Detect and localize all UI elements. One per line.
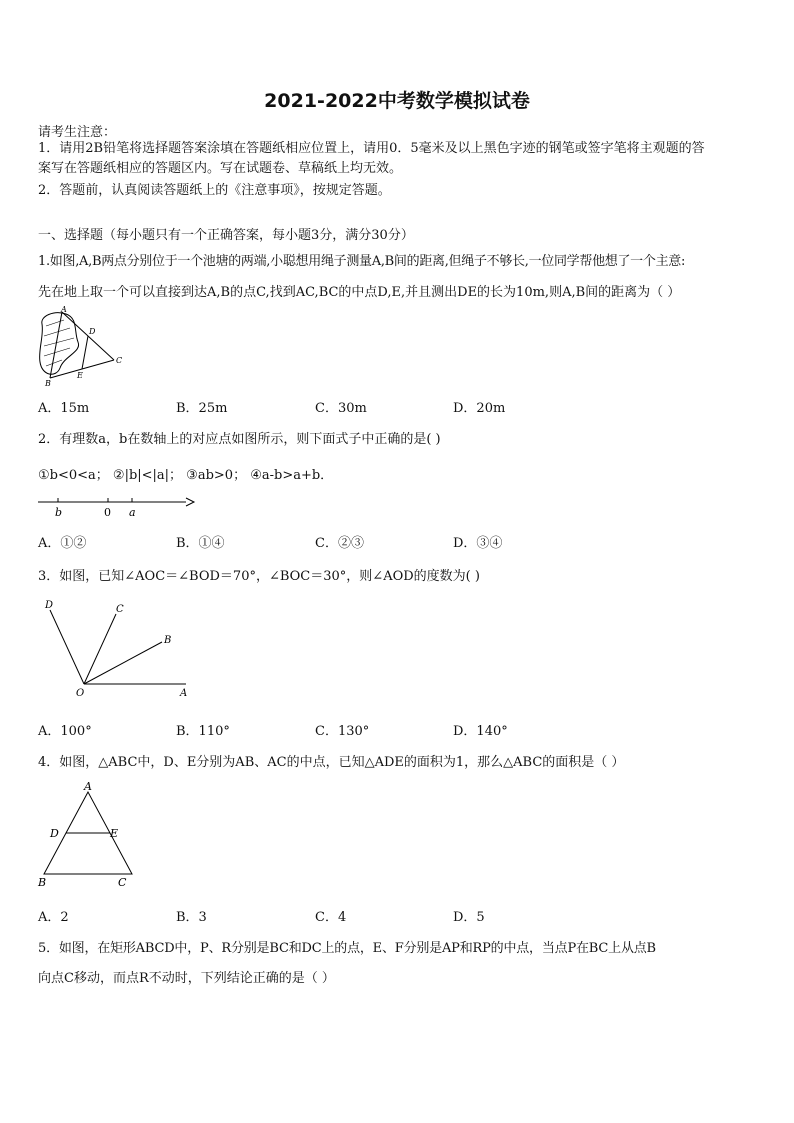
question-1-figure — [34, 306, 134, 388]
figure-label: C — [118, 876, 127, 889]
figure-label: C — [116, 604, 124, 615]
angle-figure — [38, 596, 198, 700]
question-2-line-1: 2．有理数a，b在数轴上的对应点如图所示，则下面式子中正确的是( ) — [38, 432, 441, 447]
question-2-conditions: ①b<0<a； ②|b|<|a|； ③ab>0； ④a-b>a+b． — [38, 468, 334, 483]
notice-item: 1．请用2B铅笔将选择题答案涂填在答题纸相应位置上，请用0．5毫米及以上黑色字迹的钢笔或签字笔将主观题的答 — [38, 141, 705, 156]
option-c[interactable]: C．130° — [315, 724, 370, 739]
figure-label: a — [129, 506, 136, 519]
figure-label: C — [116, 356, 123, 365]
option-c[interactable]: C．30m — [315, 401, 367, 416]
option-a[interactable]: A．①② — [38, 536, 87, 551]
figure-label: O — [76, 688, 85, 699]
figure-label: A — [61, 306, 67, 314]
option-c[interactable]: C．②③ — [315, 536, 364, 551]
notice-heading: 请考生注意： — [38, 125, 117, 140]
question-4-line-1: 4．如图，△ABC中，D、E分别为AB、AC的中点，已知△ADE的面积为1，那么△ABC的面积是（ ） — [38, 755, 625, 770]
notice-item: 案写在答题纸相应的答题区内。写在试题卷、草稿纸上均无效。 — [38, 161, 403, 176]
figure-label: E — [77, 371, 83, 380]
question-1-line-1: 1.如图,A,B两点分别位于一个池塘的两端,小聪想用绳子测量A,B间的距离,但绳子不够长,一位同学帮他想了一个主意: — [38, 254, 686, 269]
option-b[interactable]: B．3 — [176, 910, 207, 925]
figure-label: A — [84, 780, 92, 793]
question-1-line-2: 先在地上取一个可以直接到达A,B的点C,找到AC,BC的中点D,E,并且测出DE的长为10m,则A,B间的距离为（ ） — [38, 285, 681, 300]
option-d[interactable]: D．5 — [453, 910, 485, 925]
figure-label: B — [164, 635, 172, 646]
option-d[interactable]: D．20m — [453, 401, 506, 416]
page-title: 2021-2022中考数学模拟试卷 — [264, 90, 530, 112]
option-b[interactable]: B．25m — [176, 401, 228, 416]
figure-label: B — [38, 876, 47, 889]
option-c[interactable]: C．4 — [315, 910, 347, 925]
figure-label: E — [110, 827, 119, 840]
option-d[interactable]: D．③④ — [453, 536, 503, 551]
number-line-figure — [36, 494, 196, 520]
option-a[interactable]: A．100° — [38, 724, 92, 739]
figure-label: D — [45, 600, 54, 611]
question-3-line-1: 3．如图，已知∠AOC＝∠BOD＝70°，∠BOC＝30°，则∠AOD的度数为( ) — [38, 569, 480, 584]
option-d[interactable]: D．140° — [453, 724, 508, 739]
figure-label: B — [45, 379, 51, 388]
option-b[interactable]: B．①④ — [176, 536, 225, 551]
figure-label: b — [55, 506, 63, 519]
figure-label: 0 — [104, 506, 111, 519]
triangle-figure — [36, 780, 140, 892]
figure-label: A — [180, 688, 188, 699]
section-heading: 一、选择题（每小题只有一个正确答案，每小题3分，满分30分） — [38, 228, 414, 243]
option-a[interactable]: A．2 — [38, 910, 69, 925]
figure-label: D — [89, 327, 96, 336]
question-5-line-2: 向点C移动，而点R不动时，下列结论正确的是（ ） — [38, 971, 335, 986]
notice-item: 2．答题前，认真阅读答题纸上的《注意事项》，按规定答题。 — [38, 183, 391, 198]
option-a[interactable]: A．15m — [38, 401, 90, 416]
option-b[interactable]: B．110° — [176, 724, 230, 739]
question-5-line-1: 5．如图，在矩形ABCD中，P、R分别是BC和DC上的点，E、F分别是AP和RP的中点，当点P在BC上从点B — [38, 941, 656, 956]
figure-label: D — [50, 827, 59, 840]
